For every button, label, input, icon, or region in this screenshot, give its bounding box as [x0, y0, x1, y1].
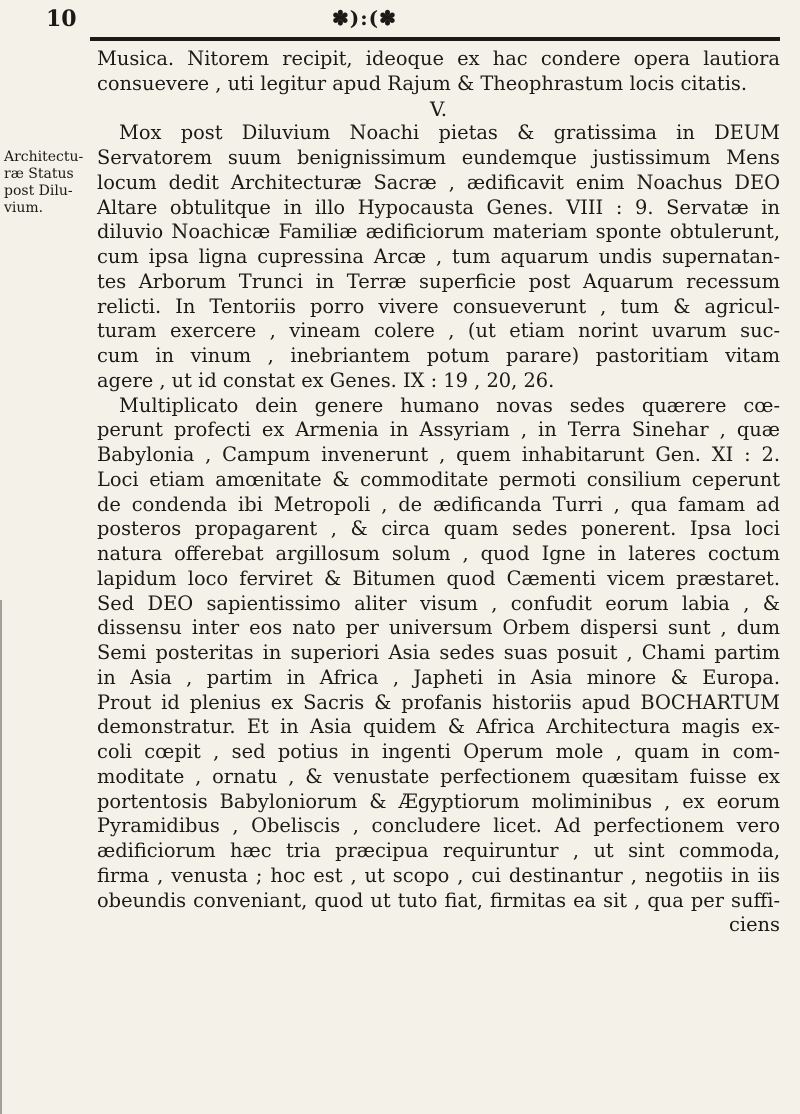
- margin-note: [4, 149, 84, 217]
- text-line: Semi posteritas in superiori Asia sedes suas posuit , Chami partim: [97, 641, 780, 664]
- text-line: natura offerebat argillosum solum , quod Igne in lateres coctum: [97, 542, 780, 565]
- text-line: Servatorem suum benignissimum eundemque justissimum Mens: [97, 146, 780, 169]
- text-line: Prout id plenius ex Sacris & profanis historiis apud BOCHARTUM: [97, 690, 780, 714]
- text-line: ædificiorum hæc tria præcipua requiruntur , ut sint commoda,: [97, 839, 780, 862]
- text-line: demonstratur. Et in Asia quidem & Africa Architectura magis ex-: [97, 715, 780, 739]
- text-line: perunt profecti ex Armenia in Assyriam , in Terra Sinehar , quæ: [97, 418, 780, 442]
- text-line: turam exercere , vineam colere , (ut etiam norint uvarum suc-: [97, 319, 780, 343]
- text-line: tes Arborum Trunci in Terræ superficie post Aquarum recessum: [97, 269, 780, 293]
- text-line: cum ipsa ligna cupressina Arcæ , tum aquarum undis supernatan-: [97, 245, 780, 268]
- text-line: Mox post Diluvium Noachi pietas & gratissima in DEUM: [119, 121, 780, 145]
- text-line: in Asia , partim in Africa , Japheti in Asia minore & Europa.: [97, 665, 780, 689]
- margin-note-line: vium.: [4, 200, 44, 216]
- margin-note-line: post Dilu-: [4, 183, 73, 199]
- text-line: de condenda ibi Metropoli , de ædificanda Turri , qua famam ad: [97, 492, 780, 516]
- text-line: Babylonia , Campum invenerunt , quem inhabitarunt Gen. XI : 2.: [97, 443, 780, 466]
- body-text: [97, 47, 780, 938]
- margin-note-line: ræ Status: [4, 166, 74, 182]
- header-rule: [90, 37, 780, 41]
- text-line: portentosis Babyloniorum & Ægyptiorum moliminibus , ex eorum: [97, 789, 780, 813]
- text-line: coli cœpit , sed potius in ingenti Operum mole , quam in com-: [97, 740, 780, 763]
- section-heading: V.: [429, 96, 448, 121]
- text-line: Musica. Nitorem recipit, ideoque ex hac condere opera lautiora: [97, 47, 780, 70]
- text-line: locum dedit Architecturæ Sacræ , ædificavit enim Noachus DEO: [97, 170, 780, 194]
- text-line: posteros propagarent , & circa quam sedes ponerent. Ipsa loci: [97, 517, 780, 541]
- page-edge-mark: [0, 600, 12, 1114]
- text-line: moditate , ornatu , & venustate perfectionem quæsitam fuisse ex: [97, 764, 780, 788]
- text-line: consuevere , uti legitur apud Rajum & Theophrastum locis citatis.: [97, 71, 748, 95]
- header-ornament: ✽):(✽: [332, 6, 397, 30]
- page-number: 10: [46, 6, 77, 32]
- catchword: ciens: [729, 913, 780, 937]
- text-line: Pyramidibus , Obeliscis , concludere licet. Ad perfectionem vero: [97, 814, 780, 838]
- text-line: diluvio Noachicæ Familiæ ædificiorum materiam sponte obtulerunt,: [97, 220, 780, 244]
- text-line: lapidum loco ferviret & Bitumen quod Cæmenti vicem præstaret.: [97, 566, 780, 590]
- text-line: firma , venusta ; hoc est , ut scopo , cui destinantur , negotiis in iis: [97, 863, 780, 887]
- text-line: obeundis conveniant, quod ut tuto fiat, firmitas ea sit , qua per suffi-: [97, 888, 780, 912]
- text-line: cum in vinum , inebriantem potum parare) pastoritiam vitam: [97, 344, 780, 367]
- text-line: dissensu inter eos nato per universum Orbem dispersi sunt , dum: [97, 616, 780, 640]
- text-line: relicti. In Tentoriis porro vivere consueverunt , tum & agricul-: [97, 294, 780, 318]
- text-line: agere , ut id constat ex Genes. IX : 19 , 20, 26.: [97, 368, 555, 392]
- text-line: Loci etiam amœnitate & commoditate permoti consilium ceperunt: [97, 467, 780, 491]
- text-line: Altare obtulitque in illo Hypocausta Genes. VIII : 9. Servatæ in: [97, 195, 780, 219]
- text-line: Sed DEO sapientissimo aliter visum , confudit eorum labia , &: [97, 591, 780, 615]
- margin-note-line: Architectu-: [4, 149, 84, 165]
- text-line: Multiplicato dein genere humano novas sedes quærere cœ-: [119, 393, 780, 417]
